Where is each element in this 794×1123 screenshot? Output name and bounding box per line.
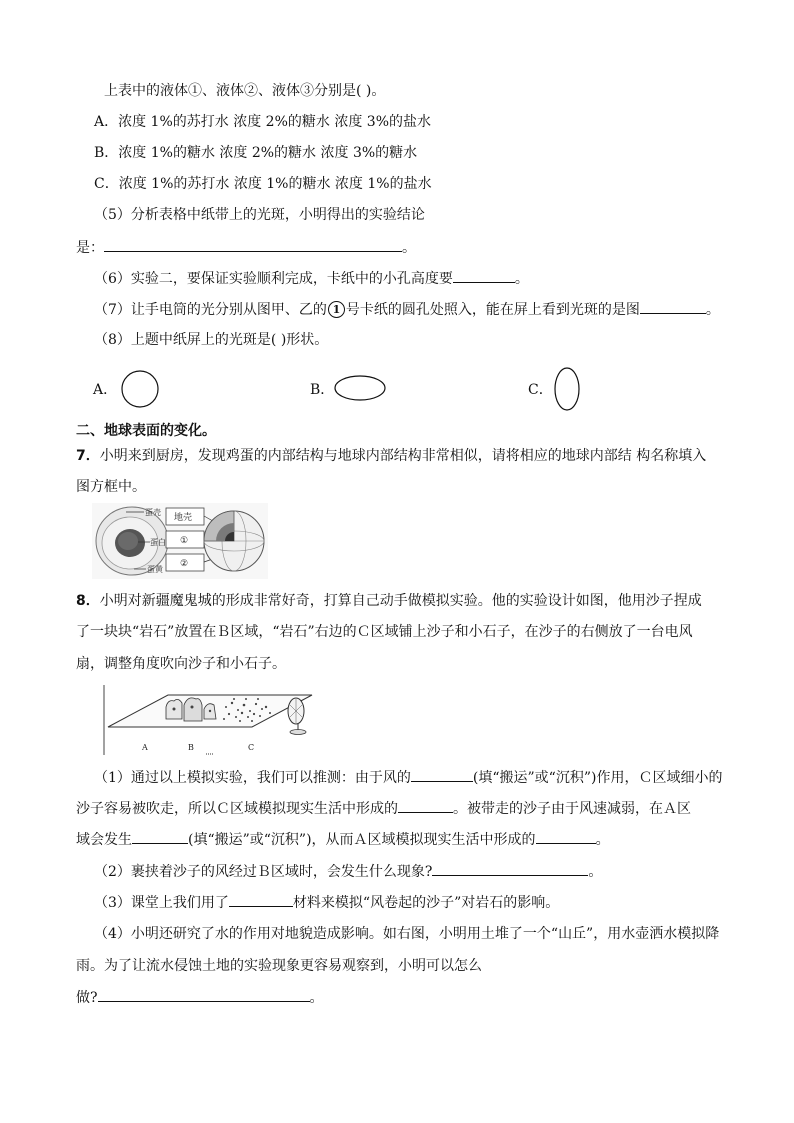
q8-s1-line2 [76,798,691,819]
sub-q7-text: （7）让手电筒的光分别从图甲、乙的 [94,302,327,318]
q8-s2-suffix: 。 [588,864,603,880]
vertical-ellipse-icon [552,366,582,412]
answer-blank[interactable] [132,829,188,844]
shape-option-b-label: B． [310,382,335,398]
section-title: 二、地球表面的变化。 [76,423,216,439]
region-b-label: B [188,743,194,752]
q8-s4-text: 做? [76,990,98,1006]
q8-s3-text-2: 材料来模拟“风卷起的沙子”对岩石的影响。 [292,895,560,911]
box-2-label: ② [180,559,189,569]
q8-s3 [94,892,559,913]
box-1-label: ① [180,536,189,546]
answer-blank[interactable] [453,268,515,283]
q8-s2 [94,861,602,882]
egg-white-label: 蛋白 [150,538,166,547]
answer-blank[interactable] [98,987,310,1002]
circled-number: 1 [328,301,345,318]
option-b: B．浓度 1%的糖水 浓度 2%的糖水 浓度 3%的糖水 [94,145,418,161]
q8-s1-text-4: 。被带走的沙子由于风速减弱，在Ａ区 [453,801,691,817]
q8-s1-line1 [94,767,722,788]
sand-experiment-figure [102,683,318,757]
sub-q6 [94,268,529,289]
sub-q7-text-2: 号卡纸的圆孔处照入，能在屏上看到光斑的是图 [345,302,640,318]
region-a-label: A [142,743,148,752]
answer-blank[interactable] [104,237,402,252]
q8-line1 [76,591,702,611]
q8-s3-text: （3）课堂上我们用了 [94,895,229,911]
sub-q8: （8）上题中纸屏上的光斑是( )形状。 [94,332,329,348]
q8-s1-text-6: (填“搬运”或“沉积”)，从而Ａ区域模拟现实生活中形成的 [188,832,536,848]
sub-q5-line2 [76,237,416,258]
sub-q6-suffix: 。 [514,271,529,287]
q7-text: 小明来到厨房，发现鸡蛋的内部结构与地球内部结构非常相似，请将相应的地球内部结 构名称填入 [99,448,707,464]
q8-s1-text-2: (填“搬运”或“沉积”)作用，Ｃ区域细小的 [472,770,723,786]
q8-number: 8． [76,593,100,609]
q8-s4-line1: （4）小明还研究了水的作用对地貌造成影响。如右图，小明用土堆了一个“山丘”，用水壶洒水模拟降 [94,926,720,942]
sub-q7 [94,299,720,320]
q8-s4-suffix: 。 [309,990,324,1006]
option-a: A．浓度 1%的苏打水 浓度 2%的糖水 浓度 3%的盐水 [94,114,431,130]
q8-s4-line2: 雨。为了让流水侵蚀土地的实验现象更容易观察到，小明可以怎么 [76,958,482,974]
q7-line1 [76,446,706,466]
region-c-label: C [248,743,255,752]
q8-text: 小明对新疆魔鬼城的形成非常好奇，打算自己动手做模拟实验。他的实验设计如图，他用沙子捏成 [99,593,702,609]
q-prev-stem: 上表中的液体①、液体②、液体③分别是( )。 [104,83,386,99]
q8-s4-line3 [76,987,324,1008]
egg-shell-label: 蛋壳 [145,508,161,517]
shape-option-a-label: A． [93,382,118,398]
answer-blank[interactable] [640,299,706,314]
q8-s1-text-7: 。 [595,832,610,848]
q7-number: 7． [76,448,100,464]
q8-s1-text-5: 域会发生 [76,832,132,848]
q8-line2: 了一块块“岩石”放置在Ｂ区域，“岩石”右边的Ｃ区域铺上沙子和小石子，在沙子的右侧放了一台电风 [76,624,693,640]
answer-blank[interactable] [536,829,596,844]
answer-blank[interactable] [432,861,588,876]
answer-blank[interactable] [411,767,473,782]
sub-q6-text: （6）实验二，要保证实验顺利完成，卡纸中的小孔高度要 [94,271,453,287]
egg-earth-figure [92,503,268,579]
horizontal-ellipse-icon [333,374,387,402]
shape-option-c-label: C． [528,382,553,398]
q8-s1-text: （1）通过以上模拟实验，我们可以推测：由于风的 [94,770,411,786]
egg-yolk-label: 蛋黄 [147,565,163,574]
sub-q5-suffix: 。 [402,240,416,256]
q8-line3: 扇，调整角度吹向沙子和小石子。 [76,656,286,672]
sub-q5-line1: （5）分析表格中纸带上的光斑，小明得出的实验结论 [94,207,425,223]
q7-line2: 图方框中。 [76,479,146,495]
option-c: C．浓度 1%的苏打水 浓度 1%的糖水 浓度 1%的盐水 [94,176,432,192]
q8-s1-line3 [76,829,610,850]
q8-s1-text-3: 沙子容易被吹走，所以Ｃ区域模拟现实生活中形成的 [76,801,398,817]
q8-s2-text: （2）裹挟着沙子的风经过Ｂ区域时，会发生什么现象? [94,864,433,880]
answer-blank[interactable] [229,892,293,907]
box-crust-label: 地壳 [174,513,193,523]
answer-blank[interactable] [398,798,453,813]
sub-q7-suffix: 。 [705,302,720,318]
circle-shape-icon [120,370,160,408]
sub-q5-prefix: 是： [76,240,104,256]
